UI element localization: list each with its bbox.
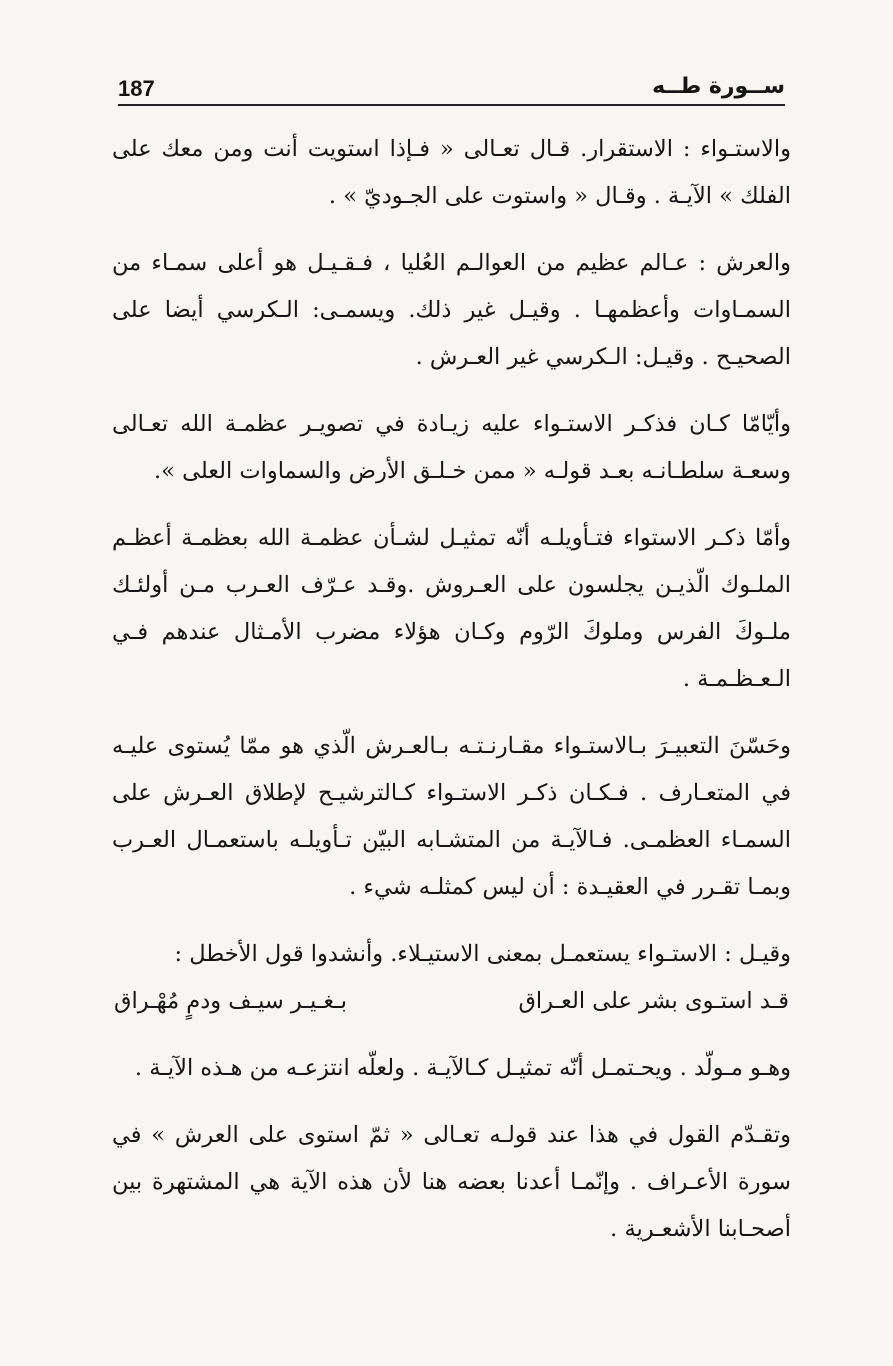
- poetry-verse: [112, 978, 791, 1025]
- paragraph-istila: وقيـل : الاستـواء يستعمـل بمعنى الاستيـلاء. وأنشدوا قول الأخطل :: [174, 941, 791, 967]
- paragraph-muwallad: وهـو مـولّد . ويحـتمـل أنّه تمثيـل كـالآيـة . ولعلّه انتزعـه من هـذه الآيـة .: [134, 1055, 791, 1081]
- paragraph-istiwa: والاستـواء : الاستقرار. قـال تعـالى « فـإذا استويت أنت ومن معك على الفلك » الآيـة . وقـال « واستوت على الجـوديّ » .: [112, 136, 791, 209]
- paragraph-tawil: وأمّا ذكـر الاستواء فتـأويلـه أنّه تمثيـل لشـأن عظمـة الله بعظمـة أعظـم الملـوك الّذيـن يجلسون على العـروش .وقـد عـرّف العـرب مـن أولئـك ملـوكَ الفرس وملوكَ الرّوم وكـان هؤلاء مضرب الأمـثال عندهم فـي الـعـظـمـة .: [112, 525, 791, 692]
- verse-second-hemistich: بـغـيـر سيـف ودمٍ مُهْـراق: [114, 988, 348, 1014]
- verse-first-hemistich: قـد استـوى بشر على العـراق: [518, 988, 789, 1014]
- paragraph-arsh: والعرش : عـالم عظيم من العوالـم العُليا ، فـقـيـل هو أعلى سمـاء من السمـاوات وأعظمهـا . وقيـل غير ذلك. ويسمـى: الـكرسي أيضا على الصحيـح . وقيـل: الـكرسي غير العـرش .: [112, 250, 791, 370]
- paragraph-taqaddama: وتقـدّم القول في هذا عند قولـه تعـالى « ثمّ استوى على العرش » في سورة الأعـراف . وإنّمـا أعدنا بعضه هنا لأن هذه الآية هي المشتهرة بين أصحـابنا الأشعـرية .: [112, 1122, 791, 1242]
- page-number: 187: [118, 76, 155, 101]
- surah-title: ســورة طــه: [652, 74, 785, 99]
- page-body: [112, 126, 791, 1273]
- paragraph-wa-ayyaman: وأيّامّا كـان فذكـر الاستـواء عليه زيـادة في تصويـر عظمـة الله تعـالى وسعـة سلطـانـه بعـد قولـه « ممن خـلـق الأرض والسماوات العلى ».: [112, 411, 791, 484]
- header-rule: [118, 104, 785, 106]
- page-header: [118, 70, 785, 106]
- paragraph-hassana: وحَسّنَ التعبيـرَ بـالاستـواء مقـارنـتـه بـالعـرش الّذي هو ممّا يُستوى عليـه في المتعـارف . فـكـان ذكـر الاستـواء كـالترشيـح لإطلاق العـرش على السمـاء العظمـى. فـالآيـة من المتشـابه البيّن تـأويلـه باستعمـال العـرب وبمـا تقـرر في العقيـدة : أن ليس كمثلـه شيء .: [112, 733, 791, 900]
